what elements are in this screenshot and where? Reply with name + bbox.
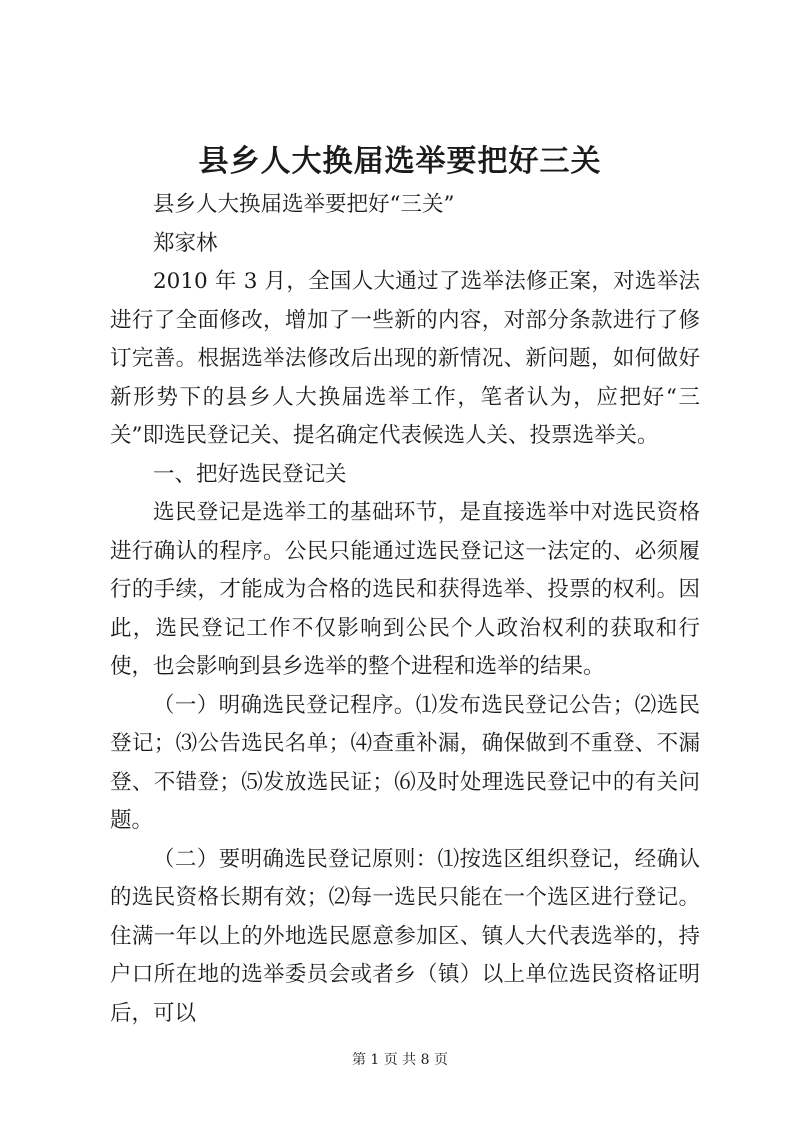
body-paragraph: 选民登记是选举工的基础环节，是直接选举中对选民资格进行确认的程序。公民只能通过选民登记这一法定的、必须履行的手续，才能成为合格的选民和获得选举、投票的权利。因此，选民登记工作不仅影响到公民个人政治权利的获取和行使，也会影响到县乡选举的整个进程和选举的结果。 bbox=[110, 500, 700, 679]
body-paragraph: （二）要明确选民登记原则：⑴按选区组织登记，经确认的选民资格长期有效；⑵每一选民只能在一个选区进行登记。住满一年以上的外地选民愿意参加区、镇人大代表选举的，持户口所在地的选举委员会或者乡（镇）以上单位选民资格证明后，可以 bbox=[110, 846, 700, 1026]
document-body bbox=[110, 186, 700, 1033]
document-title: 县乡人大换届选举要把好三关 bbox=[198, 144, 602, 179]
section-heading: 一、把好选民登记关 bbox=[153, 461, 347, 487]
page-footer: 第 1 页 共 8 页 bbox=[351, 1052, 449, 1068]
intro-paragraph: 2010 年 3 月，全国人大通过了选举法修正案，对选举法进行了全面修改，增加了一些新的内容，对部分条款进行了修订完善。根据选举法修改后出现的新情况、新问题，如何做好新形势下的县乡人大换届选举工作，笔者认为，应把好“三关”即选民登记关、提名确定代表候选人关、投票选举关。 bbox=[110, 269, 700, 448]
author-paragraph: 郑家林 bbox=[153, 230, 218, 256]
subtitle-paragraph: 县乡人大换届选举要把好“三关” bbox=[153, 192, 455, 217]
body-paragraph: （一）明确选民登记程序。⑴发布选民登记公告；⑵选民登记；⑶公告选民名单；⑷查重补漏，确保做到不重登、不漏登、不错登；⑸发放选民证；⑹及时处理选民登记中的有关问题。 bbox=[110, 692, 700, 833]
